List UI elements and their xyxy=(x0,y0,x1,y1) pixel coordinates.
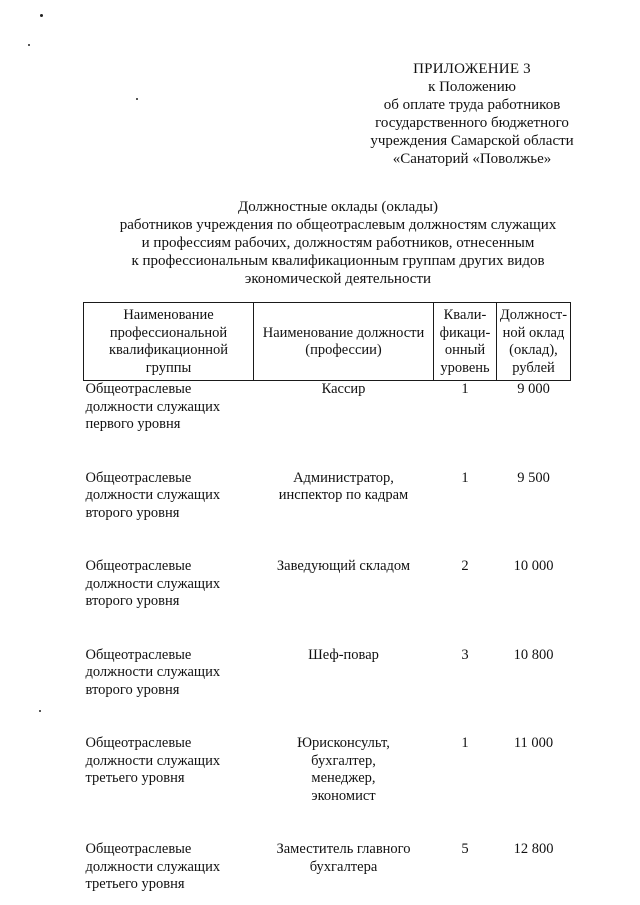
cell-group xyxy=(84,733,254,805)
annex-line: учреждения Самарской области xyxy=(370,133,574,149)
document-title-line: к профессиональным квалификационным группам других видов xyxy=(131,253,545,269)
cell-line: Общеотраслевые xyxy=(85,646,192,663)
cell-line: экономист xyxy=(311,787,376,804)
header-line: квалификационной xyxy=(109,342,228,358)
table-row xyxy=(84,468,571,523)
document-title-line: и профессиям рабочих, должностям работников, отнесенным xyxy=(141,235,535,251)
scan-speck xyxy=(39,710,41,712)
cell-line: Администратор, xyxy=(293,469,394,486)
cell-line: второго уровня xyxy=(85,504,180,521)
header-line: фикаци- xyxy=(439,324,491,341)
header-line: уровень xyxy=(440,359,490,376)
header-line: профессиональной xyxy=(109,324,228,341)
cell-level: 2 xyxy=(461,558,469,574)
cell-line: Общеотраслевые xyxy=(85,841,192,857)
cell-line: должности служащих xyxy=(85,664,221,680)
cell-level: 1 xyxy=(461,469,469,486)
cell-line: должности служащих xyxy=(85,398,221,415)
cell-group xyxy=(84,468,254,523)
cell-line: должности служащих xyxy=(85,487,221,503)
table-row xyxy=(84,556,571,611)
header-line: (профессии) xyxy=(305,342,382,358)
table-row xyxy=(84,381,571,434)
cell-group xyxy=(84,645,254,700)
table-row xyxy=(84,839,571,894)
cell-group xyxy=(84,381,254,434)
annex-line: к Положению xyxy=(428,79,516,95)
header-group xyxy=(84,303,254,381)
cell-line: третьего уровня xyxy=(85,876,185,892)
header-line: Наименование xyxy=(123,307,214,323)
document-title-line: экономической деятельности xyxy=(244,271,432,287)
cell-position xyxy=(254,733,434,805)
header-position xyxy=(254,303,434,381)
header-line: рублей xyxy=(512,359,555,376)
cell-line: Общеотраслевые xyxy=(85,558,192,574)
scan-speck xyxy=(136,98,138,100)
cell-position xyxy=(254,556,434,611)
cell-line: первого уровня xyxy=(85,416,181,432)
cell-group xyxy=(84,839,254,894)
cell-level: 1 xyxy=(461,735,469,751)
header-salary xyxy=(497,303,571,381)
header-line: Наименование должности xyxy=(262,324,425,341)
document-title-line: работников учреждения по общеотраслевым должностям служащих xyxy=(119,217,557,233)
cell-level: 5 xyxy=(461,841,469,857)
cell-line: Юрисконсульт, xyxy=(297,735,390,751)
cell-salary: 10 000 xyxy=(513,558,554,574)
cell-position xyxy=(254,839,434,894)
cell-line: бухгалтера xyxy=(309,858,378,875)
cell-line: инспектор по кадрам xyxy=(278,487,409,503)
table-header-row xyxy=(84,303,571,381)
table-row xyxy=(84,733,571,805)
annex-line: государственного бюджетного xyxy=(375,115,569,131)
cell-line: должности служащих xyxy=(85,752,221,769)
header-line: Квали- xyxy=(443,307,487,323)
header-line: Должност- xyxy=(499,307,568,323)
cell-line: Общеотраслевые xyxy=(85,735,192,751)
cell-level: 1 xyxy=(461,381,469,397)
cell-line: Общеотраслевые xyxy=(85,381,192,397)
cell-line: второго уровня xyxy=(85,593,180,609)
salary-table xyxy=(83,302,571,894)
cell-position xyxy=(254,381,434,434)
scan-speck xyxy=(40,14,43,17)
cell-line: Шеф-повар xyxy=(308,646,379,663)
cell-line: бухгалтер, xyxy=(311,752,376,769)
cell-line: третьего уровня xyxy=(85,770,185,786)
cell-line: Общеотраслевые xyxy=(85,469,192,486)
cell-line: менеджер, xyxy=(311,770,376,786)
document-title-line: Должностные оклады (оклады) xyxy=(237,199,439,215)
cell-line: Заведующий складом xyxy=(276,558,411,574)
cell-line: должности служащих xyxy=(85,575,221,592)
cell-salary: 12 800 xyxy=(513,841,554,857)
scan-speck xyxy=(28,44,30,46)
header-line: онный xyxy=(444,342,486,358)
cell-salary: 10 800 xyxy=(513,646,554,663)
annex-header xyxy=(330,60,614,168)
cell-position xyxy=(254,645,434,700)
cell-line: Заместитель главного xyxy=(276,841,411,857)
cell-salary: 9 500 xyxy=(517,469,550,486)
cell-line: должности служащих xyxy=(85,858,221,875)
cell-group xyxy=(84,556,254,611)
cell-salary: 9 000 xyxy=(517,381,550,397)
cell-line: второго уровня xyxy=(85,681,180,698)
cell-position xyxy=(254,468,434,523)
cell-salary: 11 000 xyxy=(513,735,554,751)
document-title xyxy=(90,198,586,288)
annex-line: «Санаторий «Поволжье» xyxy=(392,151,552,167)
annex-line: об оплате труда работников xyxy=(383,97,561,113)
table-row xyxy=(84,645,571,700)
header-line: (оклад), xyxy=(509,342,558,358)
cell-level: 3 xyxy=(461,646,469,663)
header-level xyxy=(434,303,497,381)
annex-title: ПРИЛОЖЕНИЕ 3 xyxy=(413,61,531,77)
cell-line: Кассир xyxy=(321,381,366,397)
header-line: ной оклад xyxy=(502,324,565,341)
header-line: группы xyxy=(145,359,192,376)
